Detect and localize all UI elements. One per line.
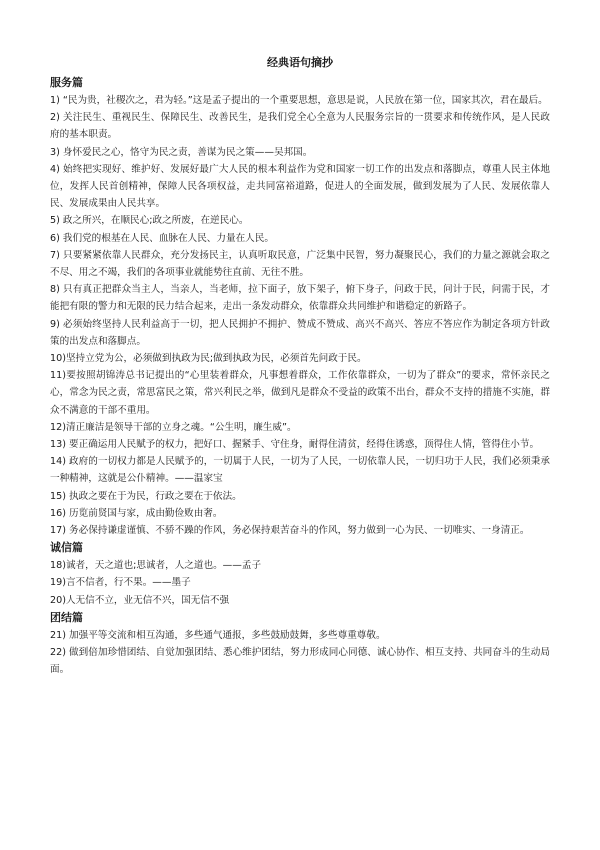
quote-item: 5) 政之所兴，在顺民心;政之所废，在逆民心。 xyxy=(50,215,249,227)
document-page xyxy=(50,56,550,679)
quote-item: 21) 加强平等交流和相互沟通，多些通气通报，多些鼓励鼓舞，多些尊重尊敬。 xyxy=(50,629,386,641)
document-title: 经典语句摘抄 xyxy=(267,56,333,69)
quote-item: 19)言不信者，行不果。——墨子 xyxy=(50,577,191,589)
quote-item: 20)人无信不立，业无信不兴，国无信不强 xyxy=(50,594,230,606)
quote-item: 12)清正廉洁是领导干部的立身之魂。“公生明，廉生威”。 xyxy=(50,421,297,433)
quote-item: 6) 我们党的根基在人民、血脉在人民、力量在人民。 xyxy=(50,232,274,244)
quote-item: 9) 必须始终坚持人民利益高于一切，把人民拥护不拥护、赞成不赞成、高兴不高兴、答应不答应作为制定各项方针政策的出发点和落脚点。 xyxy=(50,318,550,347)
section xyxy=(50,75,550,539)
section-heading: 团结篇 xyxy=(50,610,83,624)
quote-item: 2) 关注民生、重视民生、保障民生、改善民生，是我们党全心全意为人民服务宗旨的一贯要求和传统作风，是人民政府的基本职责。 xyxy=(50,112,550,141)
quote-item: 16) 历览前贤国与家，成由勤俭败由奢。 xyxy=(50,507,223,519)
quote-item: 18)诚者，天之道也;思诚者，人之道也。——孟子 xyxy=(50,560,262,572)
section-heading: 诚信篇 xyxy=(50,541,83,555)
quote-item: 17) 务必保持谦虚谨慎、不骄不躁的作风，务必保持艰苦奋斗的作风，努力做到一心为民、一切唯实、一身清正。 xyxy=(50,525,530,537)
quote-item: 8) 只有真正把群众当主人，当亲人，当老师，拉下面子，放下架子，俯下身子，问政于民，问计于民，问需于民，才能把有限的警力和无限的民力结合起来，走出一条发动群众，依靠群众共同维护和谐稳定的新路子。 xyxy=(50,284,550,313)
quote-item: 14) 政府的一切权力都是人民赋予的，一切属于人民，一切为了人民，一切依靠人民，一切归功于人民，我们必须秉承一种精神，这就是公仆精神。——温家宝 xyxy=(50,456,550,485)
quote-item: 11)要按照胡锦涛总书记提出的“心里装着群众，凡事想着群众，工作依靠群众，一切为了群众”的要求，常怀亲民之心，常念为民之责，常思富民之策，常兴利民之举，做到凡是群众不受益的政策不出台，群众不支持的措施不实施，群众不满意的干部不重用。 xyxy=(50,370,550,416)
section xyxy=(50,610,550,679)
quote-item: 15) 执政之要在于为民，行政之要在于依法。 xyxy=(50,490,242,502)
sections-container xyxy=(50,75,550,679)
quote-item: 22) 做到倍加珍惜团结、自觉加强团结、悉心维护团结，努力形成同心同德、诚心协作、相互支持、共同奋斗的生动局面。 xyxy=(50,647,550,676)
quote-item: 10)坚持立党为公，必须做到执政为民;做到执政为民，必须首先问政于民。 xyxy=(50,353,367,365)
quote-item: 4) 始终把实现好、维护好、发展好最广大人民的根本利益作为党和国家一切工作的出发点和落脚点，尊重人民主体地位，发挥人民首创精神，保障人民各项权益，走共同富裕道路，促进人的全面发展，做到发展为了人民、发展依靠人民、发展成果由人民共享。 xyxy=(50,163,550,210)
quote-item: 13) 要正确运用人民赋予的权力，把好口、握紧手、守住身，耐得住清贫，经得住诱惑，顶得住人情，管得住小节。 xyxy=(50,439,540,451)
quote-item: 7) 只要紧紧依靠人民群众，充分发扬民主，认真听取民意，广泛集中民智，努力凝聚民心，我们的力量之源就会取之不尽、用之不竭，我们的各项事业就能势往直前、无往不胜。 xyxy=(50,249,550,279)
quote-item: 3) 身怀爱民之心，恪守为民之责，善谋为民之策——吴邦国。 xyxy=(50,146,313,158)
quote-item: 1) “民为贵，社稷次之，君为轻。”这是孟子提出的一个重要思想，意思是说，人民放在第一位，国家其次，君在最后。 xyxy=(50,95,548,106)
section-heading: 服务篇 xyxy=(50,76,83,89)
section xyxy=(50,540,550,609)
